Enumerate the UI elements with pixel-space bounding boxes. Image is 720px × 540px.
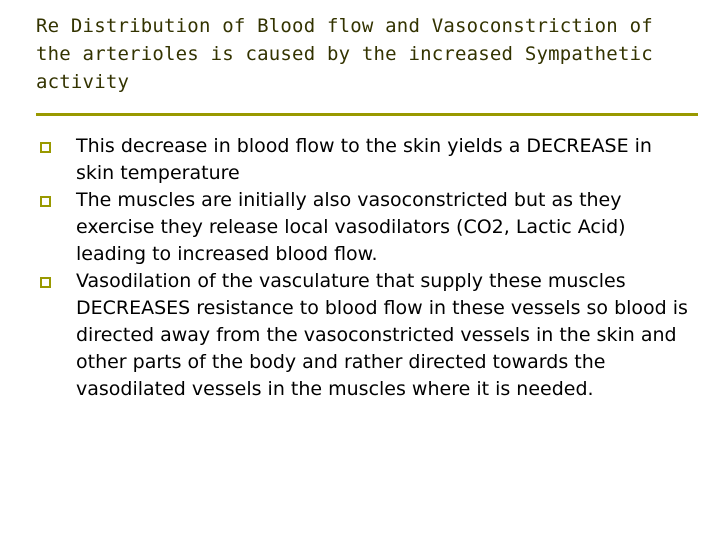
bullet-text-2: The muscles are initially also vasoconstricted but as they exercise they release local vasodilators (CO2, Lactic Acid) leading to increased blood flow.: [76, 189, 626, 265]
bullet-text-3: Vasodilation of the vasculature that supply these muscles DECREASES resistance to blood flow in these vessels so blood is directed away from the vasoconstricted vessels in the skin and other parts of the body and rather directed towards the vasodilated vessels in the muscles where it is needed.: [76, 270, 688, 400]
bullet-item-3: [36, 268, 696, 403]
square-bullet-icon: [40, 277, 51, 288]
bullet-item-1: [36, 133, 696, 187]
slide-title: Re Distribution of Blood flow and Vasoconstriction of the arterioles is caused by the increased Sympathetic activity: [36, 15, 653, 93]
square-bullet-icon: [40, 142, 51, 153]
square-bullet-icon: [40, 196, 51, 207]
bullet-text-1: This decrease in blood flow to the skin yields a DECREASE in skin temperature: [76, 135, 652, 184]
bullet-list: [36, 133, 696, 403]
title-divider: [36, 113, 698, 116]
bullet-item-2: [36, 187, 696, 268]
